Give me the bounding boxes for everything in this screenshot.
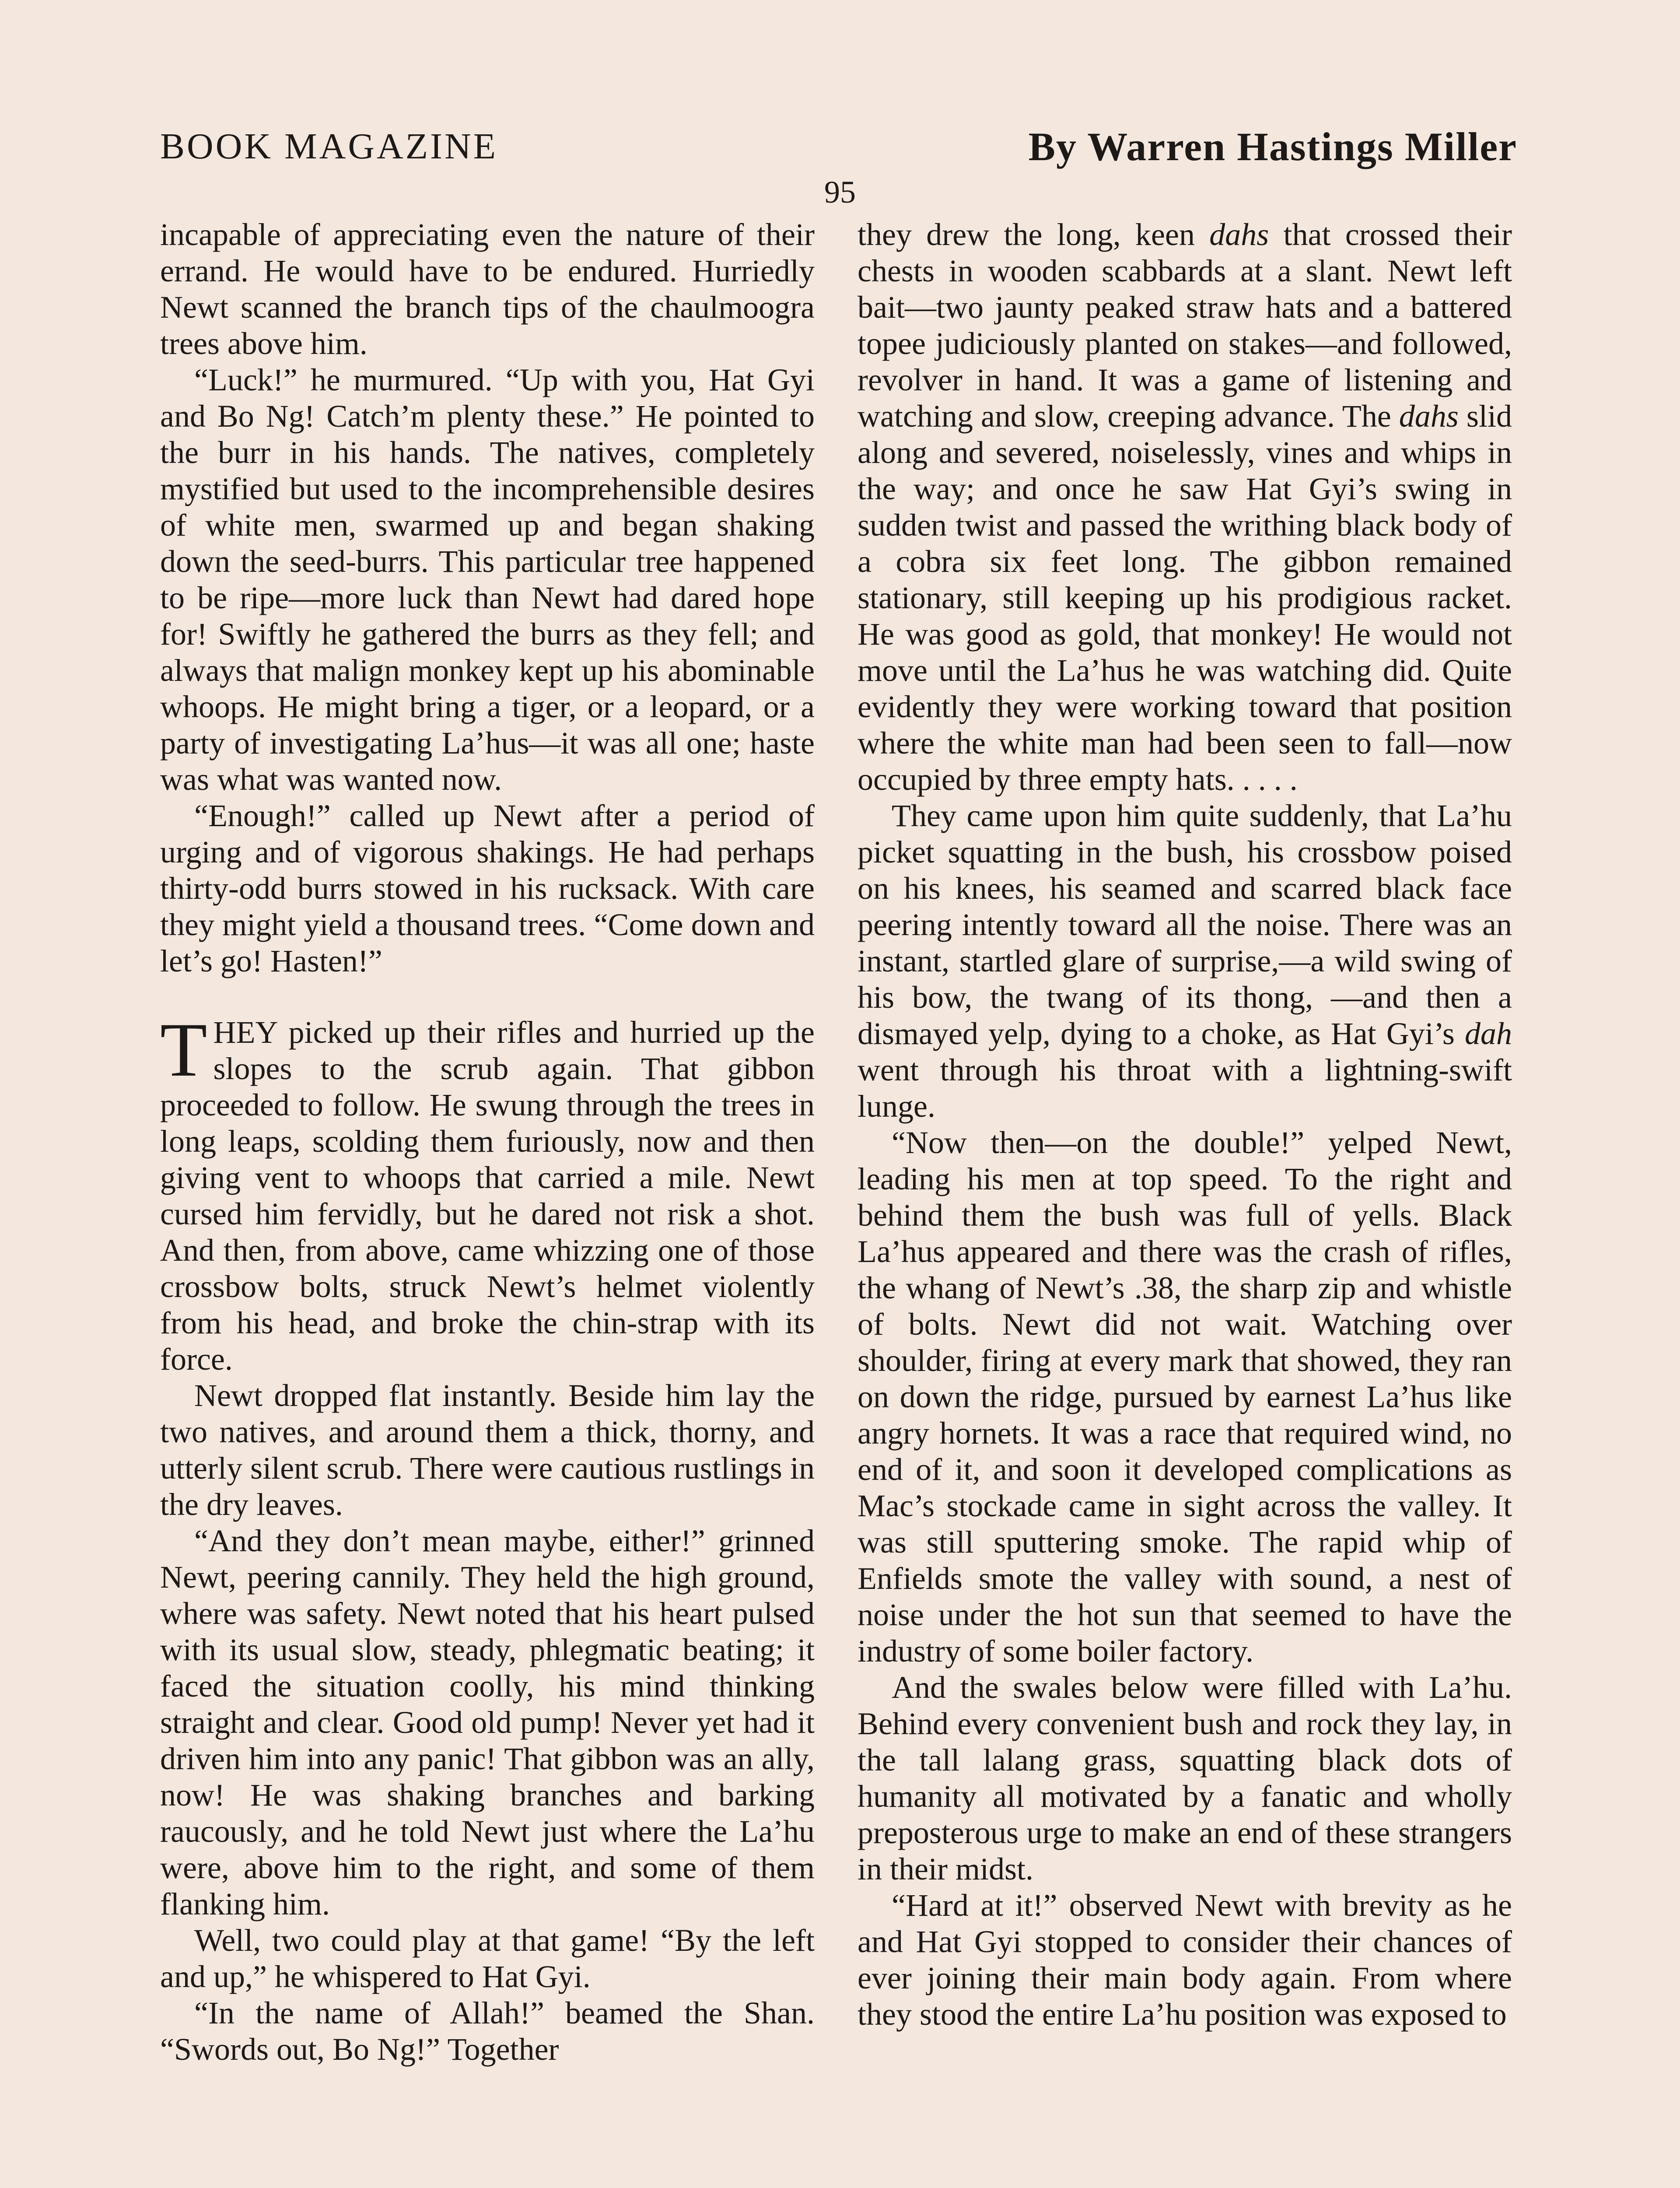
italic-word: dahs <box>1209 217 1269 252</box>
paragraph: “And they don’t mean maybe, either!” grinned Newt, peering cannily. They held the high ground, where was safety. Newt noted that his heart pulsed with its usual slow, steady, phlegmatic beating; it faced the situation coolly, his mind thinking straight and clear. Good old pump! Never yet had it driven him into any panic! That gibbon was an ally, now! He was shaking branches and barking raucously, and he told Newt just where the La’hu were, above him to the right, and some of them flanking him. <box>160 1523 815 1922</box>
text-run: they drew the long, keen <box>858 217 1210 252</box>
paragraph: “Luck!” he murmured. “Up with you, Hat Gyi and Bo Ng! Catch’m plenty these.” He pointed to the burr in his hands. The natives, completely mystified but used to the incomprehensible desires of white men, swarmed up and began shaking down the seed-burrs. This particular tree happened to be ripe—more luck than Newt had dared hope for! Swiftly he gathered the burrs as they fell; and always that malign monkey kept up his abominable whoops. He might bring a tiger, or a leopard, or a party of investigating La’hus—it was all one; haste was what was wanted now. <box>160 362 815 797</box>
paragraph: “In the name of Allah!” beamed the Shan. “Swords out, Bo Ng!” Together <box>160 1995 815 2067</box>
paragraph-text: HEY picked up their rifles and hurried up the slopes to the scrub again. That gibbon proceeded to follow. He swung through the trees in long leaps, scolding them furiously, now and then giving vent to whoops that carried a mile. Newt cursed him fervidly, but he dared not risk a shot. And then, from above, came whizzing one of those crossbow bolts, struck Newt’s helmet violently from his head, and broke the chin-strap with its force. <box>160 1015 815 1377</box>
italic-word: dah <box>1465 1016 1512 1051</box>
page-number: 95 <box>824 175 856 210</box>
text-run: slid along and severed, noiselessly, vines and whips in the way; and once he saw Hat Gyi’s swing in sudden twist and passed the writhing black body of a cobra six feet long. The gibbon remained stationary, still keeping up his prodigious racket. He was good as gold, that monkey! He would not move until the La’hus he was watching did. Quite evidently they were working toward that position where the white man had been seen to fall—now occupied by three empty hats. . . . . <box>858 399 1512 797</box>
paragraph: “Hard at it!” observed Newt with brevity as he and Hat Gyi stopped to consider their chances of ever joining their main body again. From where they stood the entire La’hu position was exposed to <box>858 1888 1512 2032</box>
drop-cap: T <box>160 1007 207 1093</box>
paragraph: Newt dropped flat instantly. Beside him lay the two natives, and around them a thick, thorny, and utterly silent scrub. There were cautious rustlings in the dry leaves. <box>160 1378 815 1522</box>
italic-word: dahs <box>1399 399 1459 434</box>
paragraph: “Enough!” called up Newt after a period of urging and of vigorous shakings. He had perhaps thirty-odd burrs stowed in his rucksack. With care they might yield a thousand trees. “Come down and let’s go! Hasten!” <box>160 798 815 978</box>
text-run: They came upon him quite suddenly, that La’hu picket squatting in the bush, his crossbow poised on his knees, his seamed and scarred black face peering intently toward all the noise. There was an instant, startled glare of surprise,—a wild swing of his bow, the twang of its thong, —and then a dismayed yelp, dying to a choke, as Hat Gyi’s <box>858 798 1512 1051</box>
paragraph: And the swales below were filled with La’hu. Behind every convenient bush and rock they lay, in the tall lalang grass, squatting black dots of humanity all motivated by a fanatic and wholly preposterous urge to make an end of these strangers in their midst. <box>858 1670 1512 1886</box>
text-run: went through his throat with a lightning-swift lunge. <box>858 1052 1512 1124</box>
left-column <box>160 217 815 2188</box>
section-paragraph <box>160 1007 815 1378</box>
text-run: that crossed their chests in wooden scabbards at a slant. Newt left bait—two jaunty peaked straw hats and a battered topee judiciously planted on stakes—and followed, revolver in hand. It was a game of listening and watching and slow, creeping advance. The <box>858 217 1512 434</box>
paragraph: Well, two could play at that game! “By the left and up,” he whispered to Hat Gyi. <box>160 1923 815 1994</box>
paragraph: incapable of appreciating even the nature of their errand. He would have to be endured. Hurriedly Newt scanned the branch tips of the chaulmoogra trees above him. <box>160 217 815 361</box>
paragraph: “Now then—on the double!” yelped Newt, leading his men at top speed. To the right and behind them the bush was full of yells. Black La’hus appeared and there was the crash of rifles, the whang of Newt’s .38, the sharp zip and whistle of bolts. Newt did not wait. Watching over shoulder, firing at every mark that showed, they ran on down the ridge, pursued by earnest La’hus like angry hornets. It was a race that required wind, no end of it, and soon it developed complications as Mac’s stockade came in sight across the valley. It was still sputtering smoke. The rapid whip of Enfields smote the valley with sound, a nest of noise under the hot sun that seemed to have the industry of some boiler factory. <box>858 1125 1512 1669</box>
right-column <box>858 217 1512 2188</box>
paragraph <box>858 798 1512 1125</box>
running-header-magazine: BOOK MAGAZINE <box>160 126 498 167</box>
running-header-author: By Warren Hastings Miller <box>1028 124 1517 169</box>
paragraph <box>858 217 1512 798</box>
